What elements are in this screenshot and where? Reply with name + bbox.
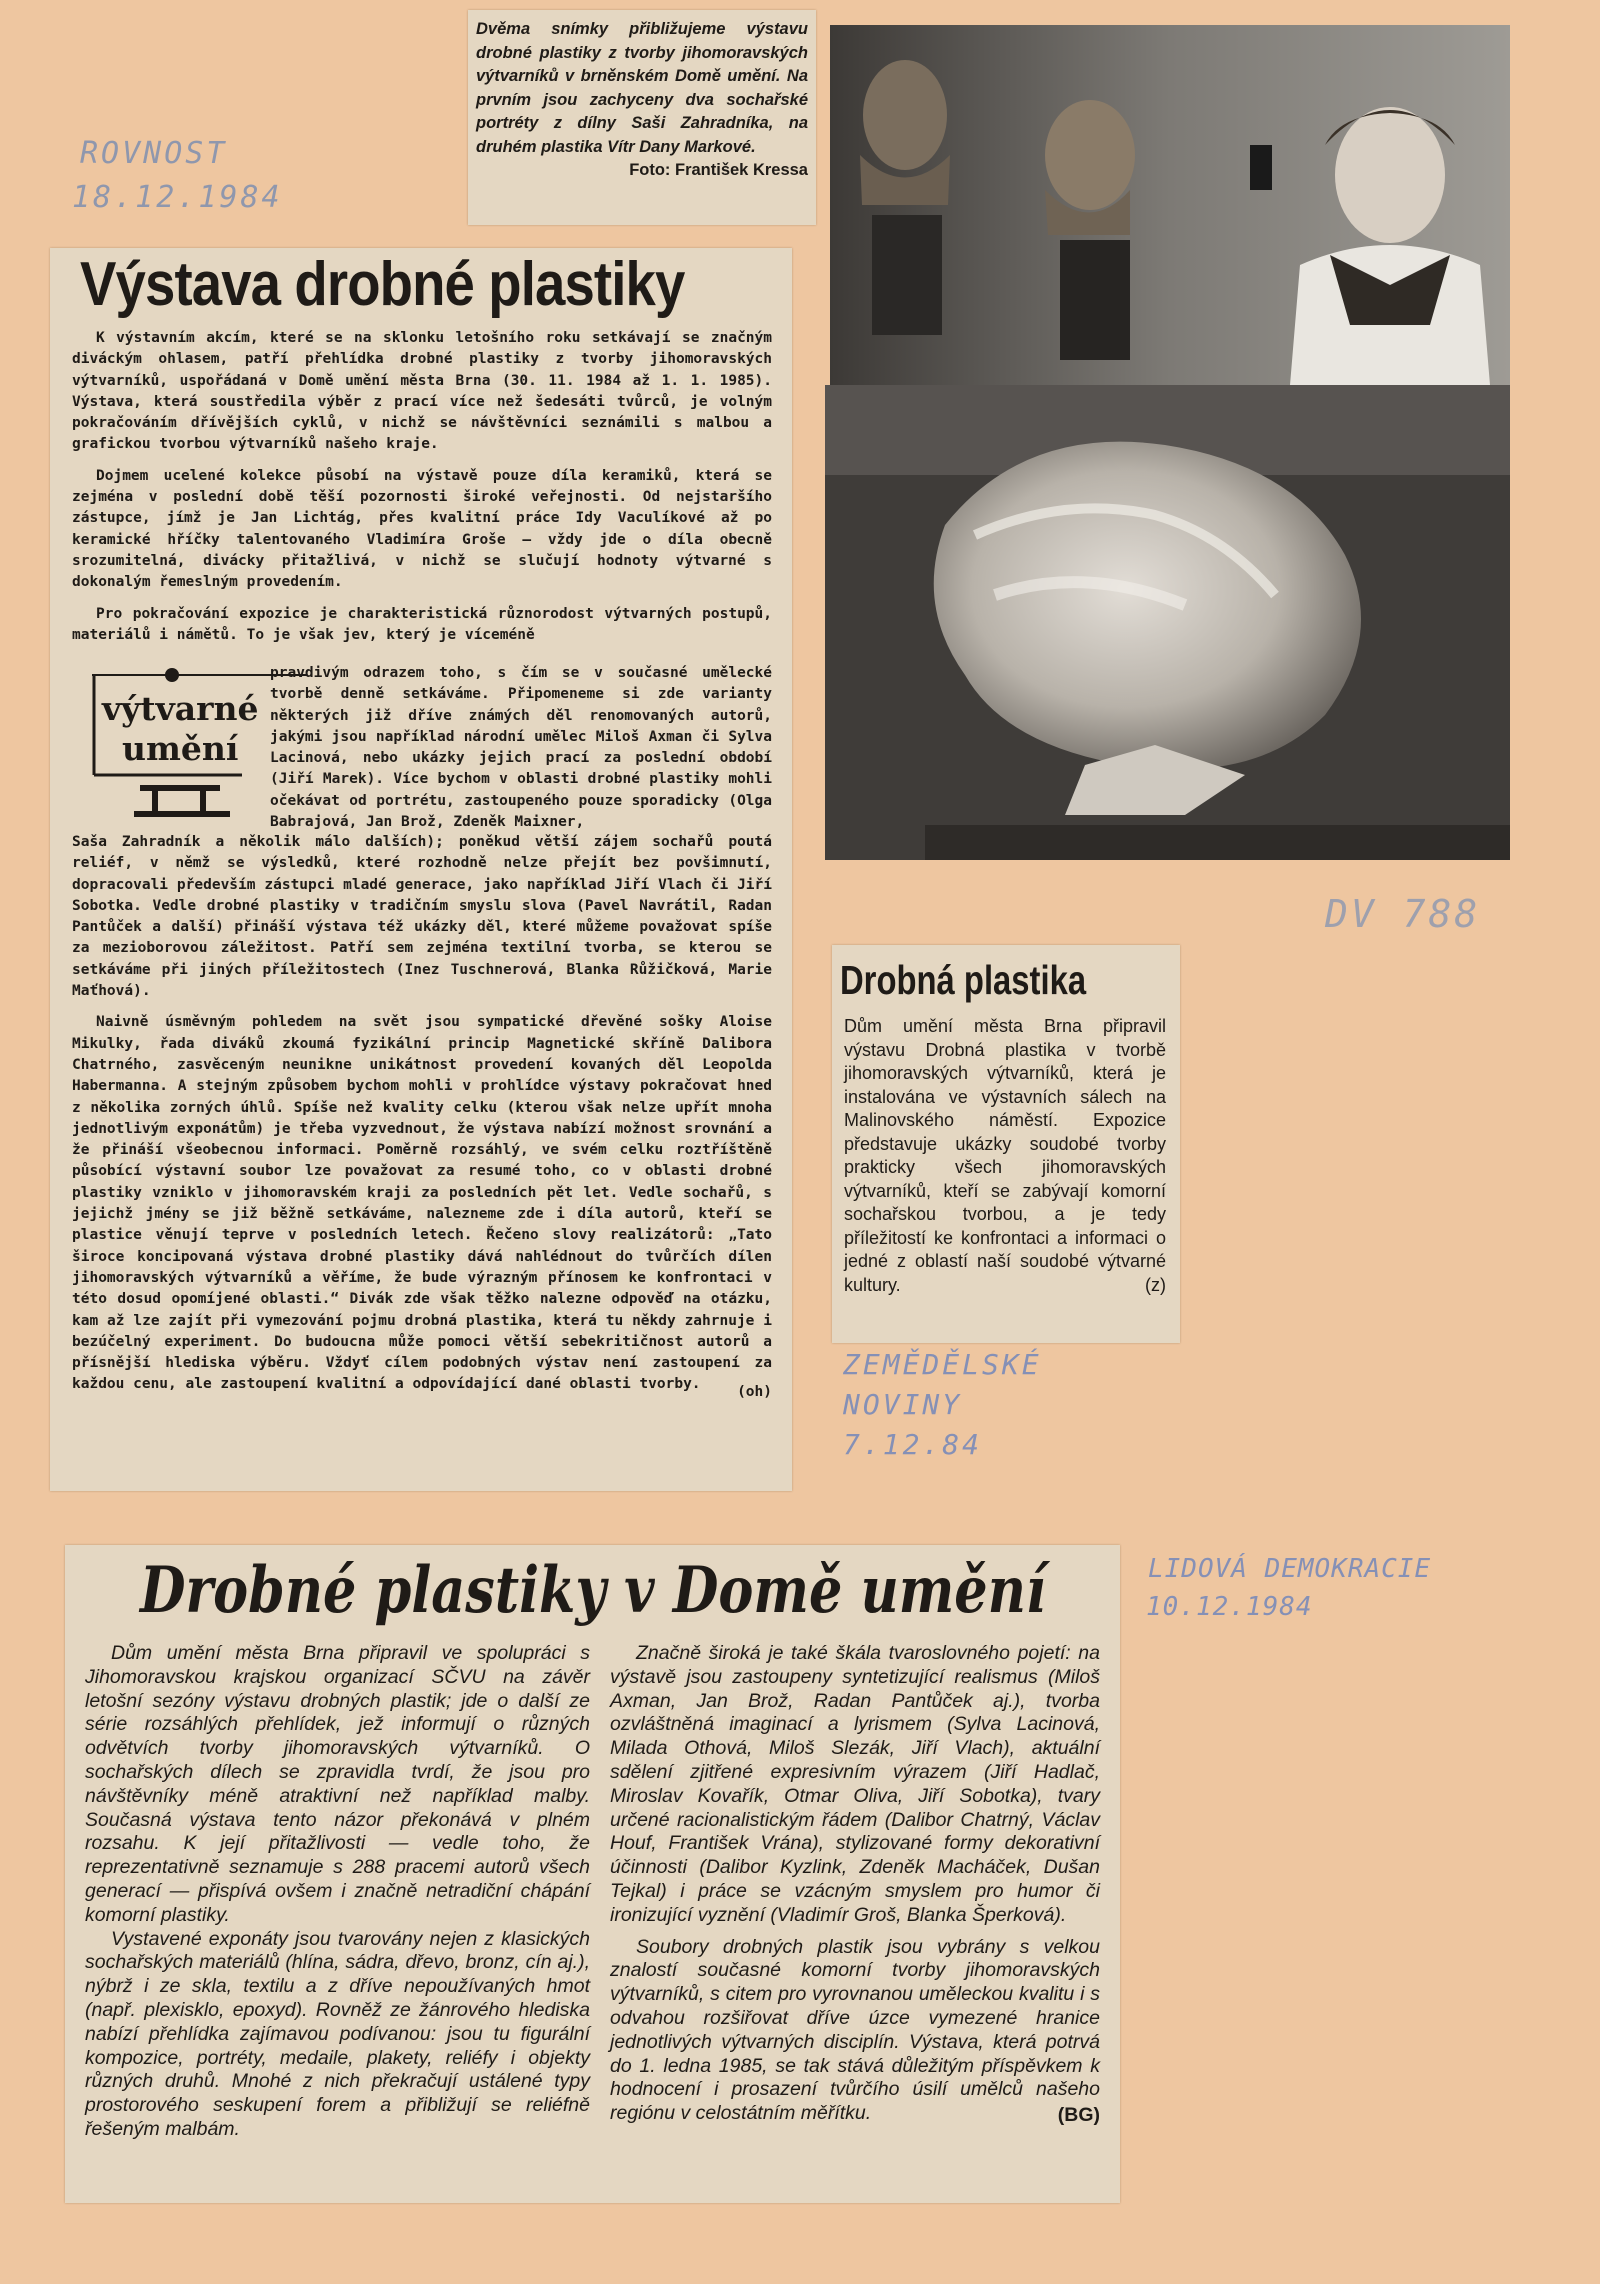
article-paragraph: pravdivým odrazem toho, s čím se v současné umělecké tvorbě denně setkáváme. Připomeneme si zde varianty některých již dříve známých děl renomovaných autorů, jakými jsou například národní umělec Miloš Axman či Sylva Lacinová, nebo ukázky jejich prací za poslední období (Jiří Marek). Více bychom v oblasti drobné plastiky mohli očekávat od portrétu, zastoupeného pouze sporadicky (Olga Babrajová, Jan Brož, Zdeněk Maixner, [270, 665, 772, 831]
annotation-text: NOVINY [843, 1388, 963, 1421]
annotation-zemedelske [843, 1345, 1042, 1465]
article-paragraph: Soubory drobných plastik jsou vybrány s velkou znalostí současné komorní tvorby jihomoravských výtvarníků, s citem pro vyrovnanou uměleckou kvalitu i s odvahou rozšiřovat dříve úzce vymezené hranice jednotlivých výtvarných disciplín. Výstava, která potrvá do 1. ledna 1985, se tak stává důležitým příspěvkem k hodnocení i prosazení tvůrčího úsilí umělců našeho regiónu v celostátním měřítku. [610, 1935, 1100, 2125]
article-drobna-plastika [832, 945, 1180, 1343]
article-title: Drobné plastiky v Domě umění [140, 1553, 1046, 1628]
article-paragraph: Vystavené exponáty jsou tvarovány nejen z klasických sochařských materiálů (hlína, sádra, dřevo, bronz, cín aj.), nýbrž i ze skla, textilu a z dříve nepoužívaných hmot (např. plexisklo, epoxyd). Rovněž ze žánrového hlediska nabízí přehlídka zajímavou podívanou: jsou tu figurální kompozice, portréty, medaile, plakety, reliéfy i objekty různých druhů. Mnohé z nich překračují ustálené typy prostorového seskupení forem a přibližují se reliéfně řešeným malbám. [85, 1927, 590, 2140]
article-paragraph: Dojmem ucelené kolekce působí na výstavě pouze díla keramiků, která se zejména v poslední době těší pozornosti široké veřejnosti. Od nejstaršího zástupce, jímž je Jan Lichtág, přes kvalitní práce Idy Vaculíkové až po keramické hříčky talentovaného Vladimíra Groše — vždy jde o díla obecně srozumitelná, divácky přitažlivá, v nichž se slučují hodnoty výtvarné s dokonalým řemeslným provedením. [72, 467, 772, 591]
article-paragraph: Naivně úsměvným pohledem na svět jsou sympatické dřevěné sošky Aloise Mikulky, řada diváků zkoumá fyzikální princip Magnetické skříně Dalibora Chatrného, zasvěceným neunikne unikátnost provedení kovaných děl Leopolda Habermanna. A stejným způsobem bychom mohli v prohlídce výstavy pokračovat hned z několika zorných úhlů. Spíše než kvality celku (kterou však nelze upřít mnoha jednotlivým exponátům) je třeba vyzvednout, že výstava nabízí možnost srovnání a že přináší všeobecnou informaci. Poměrně rozsáhlý, ve svém celku roztříštěně působící výstavní soubor lze považovat za resumé toho, co v oblasti drobné plastiky vzniklo v jihomoravském kraji za posledních pět let. Vedle sochařů, s jejichž jmény se již běžně setkáváme, nalezneme zde i díla autorů, kteří se plastice věnují teprve v posledních letech. Řečeno slovy realizátorů: „Tato široce koncipovaná výstava drobné plastiky dává nahlédnout do tvůrčích dílen jihomoravských výtvarníků a věříme, že bude výrazným přínosem ke konfrontaci v této dosud opomíjené oblasti.“ Divák zde však těžko nalezne odpověď na otázku, kam až lze zajít při vymezování pojmu drobná plastika, která tu někdy zahrnuje i bezúčelný experiment. Do budoucna může pomoci větší sebekritičnost autorů a přísnější hlediska výběru. Vždyť cílem podobných výstav není zastoupení za každou cenu, ale zastoupení kvalitní a odpovídající dané oblasti tvorby. [72, 1014, 772, 1393]
busts-illustration [830, 25, 1510, 385]
annotation-text: ZEMĚDĚLSKÉ [843, 1348, 1042, 1381]
annotation-rovnost [72, 132, 283, 220]
lead-paragraph: K výstavním akcím, které se na sklonku letošního roku setkávají se značným diváckým ohlasem, patří přehlídka drobné plastiky z tvorby jihomoravských výtvarníků, uspořádaná v Domě umění města Brna (30. 11. 1984 až 1. 1. 1985). Výstava, která soustředila výběr z prací více než šedesáti tvůrců, je volným pokračováním dřívějších cyklů, v nichž se návštěvníci seznámili s malbou a grafickou tvorbou výtvarníků našeho kraje. [72, 330, 772, 453]
article-paragraph: Dům umění města Brna připravil výstavu Drobná plastika v tvorbě jihomoravských výtvarníků, která je instalována ve výstavních sálech na Malinovského náměstí. Expozice představuje ukázky soudobé tvorby prakticky všech jihomoravských výtvarníků, kteří se zabývají komorní sochařskou tvorbou, a je tedy příležitostí ke konfrontaci a informaci o jedné z oblastí naší soudobé výtvarné kultury. [844, 1016, 1166, 1295]
article-text-continued [72, 832, 772, 1403]
photo-portrait-busts [830, 25, 1510, 385]
photo-caption [468, 10, 816, 225]
article-paragraph: Pro pokračování expozice je charakteristická různorodost výtvarných postupů, materiálů i námětů. To je však jev, který je víceméně [72, 605, 772, 643]
annotation-text: ROVNOST [80, 136, 228, 171]
annotation-archive-code: DV 788 [1325, 892, 1481, 936]
annotation-text: 18.12.1984 [72, 180, 283, 215]
annotation-lidova [1148, 1550, 1431, 1626]
article-vystava-drobne-plastiky [50, 248, 792, 1491]
sculpture-illustration [825, 385, 1510, 860]
article-text-beside-badge [270, 663, 772, 833]
annotation-text: 10.12.1984 [1146, 1592, 1313, 1622]
annotation-text: 7.12.84 [843, 1428, 983, 1461]
badge-word: výtvarné [102, 689, 259, 728]
article-paragraph: Saša Zahradník a několik málo dalších); poněkud větší zájem sochařů poutá reliéf, v němž se výsledků, které rozhodně nelze přejít bez povšimnutí, dopracovali především zástupci mladé generace, jako například Jiří Vlach či Jiří Sobotka. Vedle drobné plastiky v tradičním smyslu slova (Pavel Navrátil, Radan Pantůček a další) přináší výstava též ukázky děl, které můžeme považovat spíše za mezioborovou záležitost. Patří sem zejména textilní tvorba, se kterou se setkáváme při jiných příležitostech (Inez Tuschnerová, Blanka Růžičková, Marie Maťhová). [72, 834, 772, 1000]
article-body [844, 1015, 1166, 1297]
article-column-2 [610, 1642, 1100, 2128]
caption-text: Dvěma snímky přibližujeme výstavu drobné plastiky z tvorby jihomoravských výtvarníků v brněnském Domě umění. Na prvním jsou zachyceny dva sochařské portréty z dílny Saši Zahradníka, na druhém plastika Vítr Dany Markové. [476, 20, 808, 156]
article-column-1 [85, 1642, 590, 2142]
article-paragraph: Dům umění města Brna připravil ve spolupráci s Jihomoravskou krajskou organizací SČVU na závěr letošní sezóny výstavu drobných plastik; jde o další ze série rozsáhlých přehlídek, jež informují o různých odvětvích tvorby jihomoravských výtvarníků. O sochařských dílech se zpravidla tvrdí, že jsou pro návštěvníky méně atraktivní než například malby. Současná výstava tento názor překonává v plném rozsahu. K její přitažlivosti — vedle toho, že reprezentativně seznamuje s 288 pracemi autorů všech generací — přispívá ovšem i značně netradiční chápání komorní plastiky. [85, 1642, 590, 1926]
annotation-text: LIDOVÁ DEMOKRACIE [1148, 1554, 1432, 1584]
article-signature: (BG) [1057, 2103, 1100, 2126]
article-title: Výstava drobné plastiky [80, 250, 685, 319]
article-drobne-plastiky-v-dome-umeni [65, 1545, 1120, 2203]
badge-word: umění [122, 729, 239, 768]
article-lead [72, 328, 772, 646]
article-signature: (oh) [737, 1383, 772, 1400]
article-signature: (z) [1145, 1274, 1166, 1295]
photo-credit: Foto: František Kressa [629, 161, 808, 179]
article-title: Drobná plastika [840, 957, 1087, 1003]
photo-sculpture-vitr [825, 385, 1510, 860]
article-paragraph: Značně široká je také škála tvaroslovného pojetí: na výstavě jsou zastoupeny syntetizující realismus (Miloš Axman, Jan Brož, Radan Pantůček aj.), tvorba ozvláštněná imaginací a lyrismem (Sylva Lacinová, Milada Othová, Miloš Slezák, Jiří Vlach), aktuální sdělení zjitřené expresivním výrazem (Jiří Hadlač, Miroslav Kovařík, Otmar Oliva, Jiří Sobotka), tvary určené racionalistickým řádem (Dalibor Chatrný, Václav Houf, František Vrána), stylizované formy dekorativní účinnosti (Dalibor Kyzlink, Zdeněk Macháček, Dušan Tejkal) i práce se vzácným smyslem pro humor či ironizující vyznění (Vladimír Groš, Blanka Šperková). [610, 1642, 1100, 1926]
